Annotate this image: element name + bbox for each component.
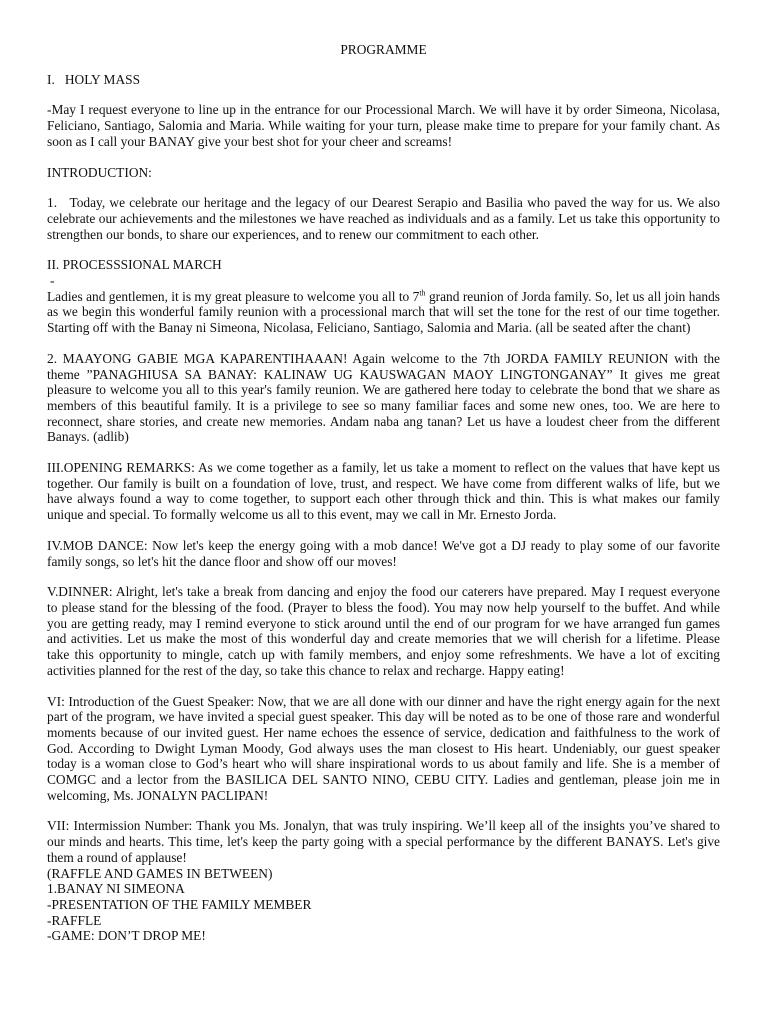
list-line: -PRESENTATION OF THE FAMILY MEMBER <box>47 896 312 912</box>
paragraph-introduction: 1. Today, we celebrate our heritage and the legacy of our Dearest Serapio and Basilia who paved the way for us. We also celebrate our achievements and the milestones we have reached as individuals and as a family. Let us take this opportunity to strengthen our bonds, to share our experiences, and to renew our commitment to each other. <box>47 195 724 242</box>
paragraph-processional-march <box>47 289 720 336</box>
paragraph-welcome: 2. MAAYONG GABIE MGA KAPARENTIHAAAN! Again welcome to the 7th JORDA FAMILY REUNION with the theme ”PANAGHIUSA SA BANAY: KALINAW UG KAUSWAGAN MAOY LINGTONGANAY” It gives me great pleasure to welcome you all to this year's family reunion. We are gathered here today to celebrate the bond that we share as members of this beautiful family. It is a privilege to see so many familiar faces and some new ones, too. We are here to reconnect, share stories, and create new memories. Andam naba ang tanan? Let us have a loudest cheer from the different Banays. (adlib) <box>47 350 720 445</box>
heading-processional-march: II. PROCESSSIONAL MARCH <box>47 257 222 273</box>
document-title: PROGRAMME <box>340 42 427 57</box>
list-line: -GAME: DON’T DROP ME! <box>47 928 206 944</box>
paragraph-dinner: V.DINNER: Alright, let's take a break from dancing and enjoy the food our caterers have prepared. May I request everyone to please stand for the blessing of the food. (Prayer to bless the food). You may now help yourself to the buffet. And while you are getting ready, may I remind everyone to stick around until the end of our program for we have arranged fun games and activities. Let us make the most of this wonderful day and create memories that we will cherish for a lifetime. Please take this opportunity to mingle, catch up with family members, and enjoy some refreshments. We have a lot of exciting activities planned for the rest of the day, so take this chance to relax and recharge. Happy eating! <box>47 584 720 678</box>
paragraph-processional-part1: Ladies and gentlemen, it is my great pleasure to welcome you all to 7 <box>47 288 420 304</box>
paragraph-mob-dance: IV.MOB DANCE: Now let's keep the energy going with a mob dance! We've got a DJ ready to play some of our favorite family songs, so let's hit the dance floor and show off our moves! <box>47 537 720 569</box>
ordinal-suffix: th <box>419 288 426 298</box>
paragraph-guest-speaker: VI: Introduction of the Guest Speaker: Now, that we are all done with our dinner and have the right energy again for the next part of the program, we have invited a special guest speaker. This day will be noted as to be one of those rare and wonderful moments because of our invited guest. Her name echoes the essence of service, dedication and faithfulness to the work of God. According to Dwight Lyman Moody, God always uses the man closest to His heart. Undeniably, our guest speaker today is a woman close to God’s heart who will share inspirational words to us about family and life. She is a member of COMGC and a lector from the BASILICA DEL SANTO NINO, CEBU CITY. Ladies and gentleman, please join me in welcoming, Ms. JONALYN PACLIPAN! <box>47 693 720 803</box>
list-line: 1.BANAY NI SIMEONA <box>47 881 185 897</box>
heading-introduction: INTRODUCTION: <box>47 164 152 180</box>
dash-marker: - <box>50 273 55 289</box>
paragraph-processional-part2: grand reunion of Jorda family. So, let us all join hands as we begin this wonderful family reunion with a processional march that will set the tone for the rest of our time together. Starting off with the Banay ni Simeona, Nicolasa, Feliciano, Santiago, Salomia and Maria. (all be seated after the chant) <box>47 288 721 336</box>
heading-holy-mass: I. HOLY MASS <box>47 71 141 87</box>
paragraph-intermission: VII: Intermission Number: Thank you Ms. Jonalyn, that was truly inspiring. We’ll keep all of the insights you’ve shared to our minds and hearts. This time, let's keep the party going with a special performance by the different BANAYS. Let's give them a round of applause! <box>47 818 720 865</box>
list-line: (RAFFLE AND GAMES IN BETWEEN) <box>47 865 273 881</box>
list-line: -RAFFLE <box>47 912 102 928</box>
paragraph-holy-mass: -May I request everyone to line up in the entrance for our Processional March. We will have it by order Simeona, Nicolasa, Feliciano, Santiago, Salomia and Maria. While waiting for your turn, please make time to prepare for your family chant. As soon as I call your BANAY give your best shot for your cheer and screams! <box>47 102 720 149</box>
paragraph-opening-remarks: III.OPENING REMARKS: As we come together as a family, let us take a moment to reflect on the values that have kept us together. Our family is built on a foundation of love, trust, and respect. We have come from different walks of life, but we have always found a way to come together, to support each other through thick and thin. This is what makes our family unique and special. To formally welcome us all to this event, may we call in Mr. Ernesto Jorda. <box>47 460 720 523</box>
